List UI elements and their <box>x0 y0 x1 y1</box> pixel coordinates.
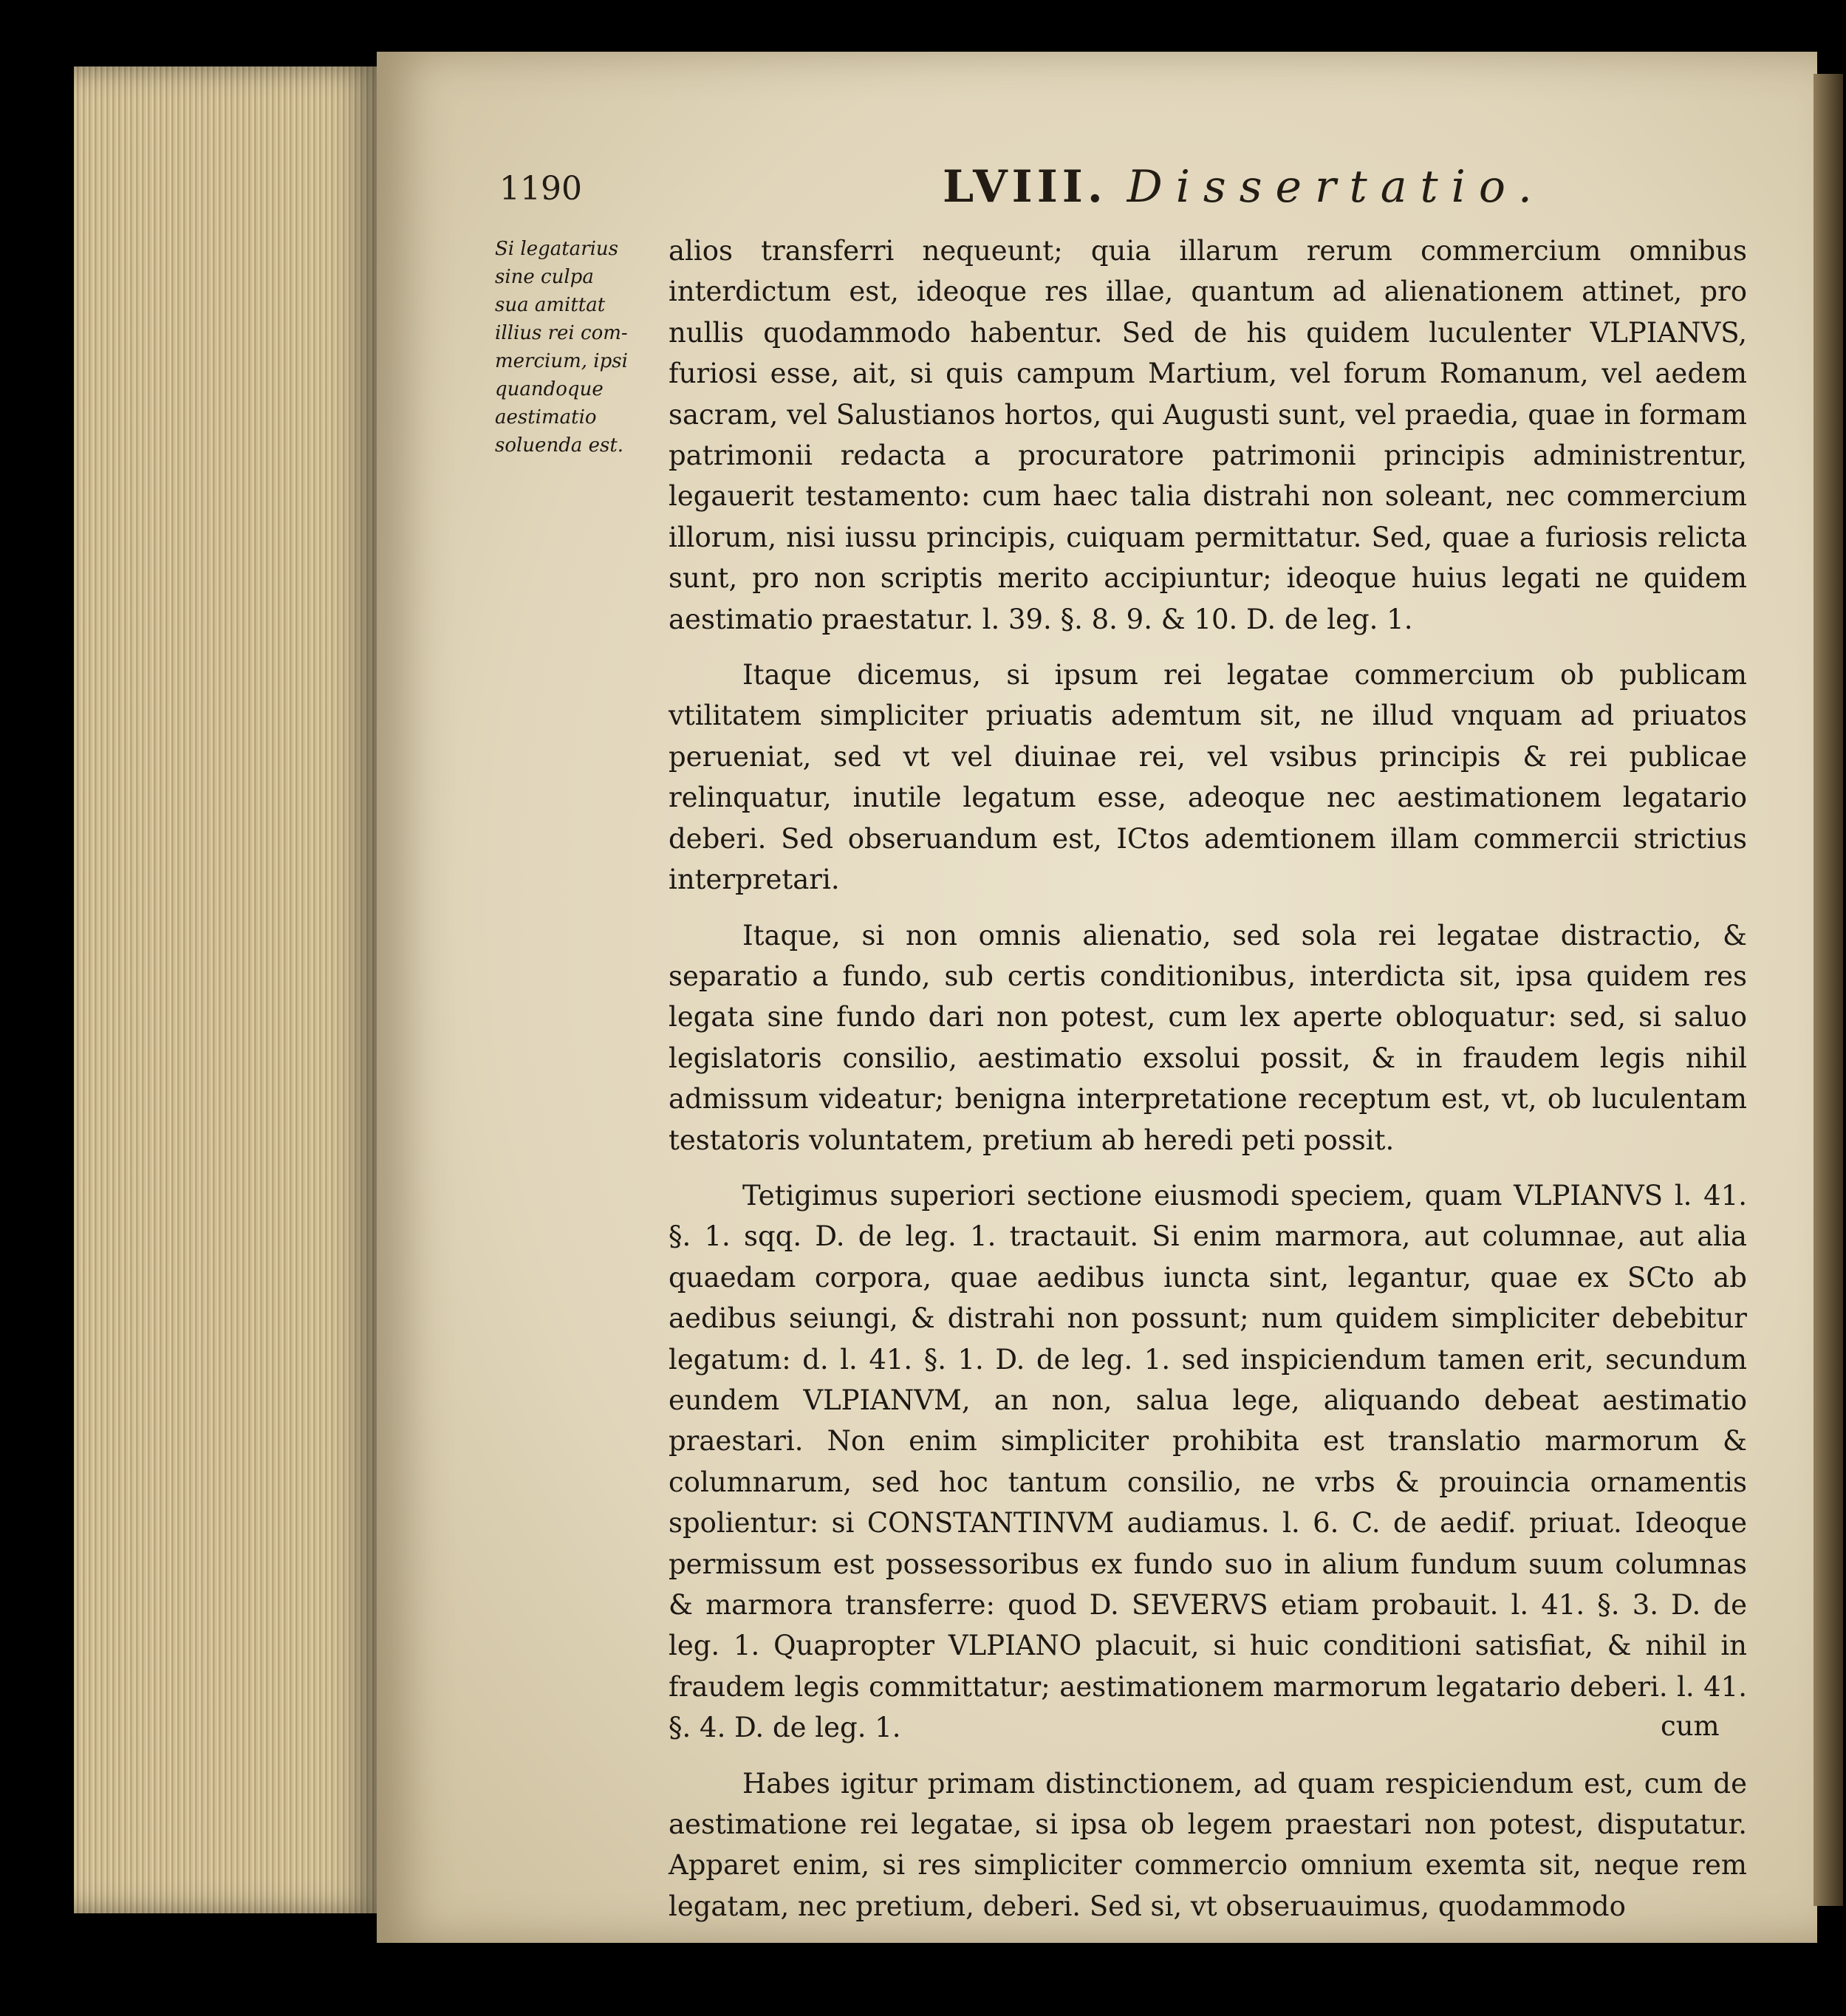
paragraph-3: Itaque, si non omnis alienatio, sed sola rei legatae distractio, & separatio a fundo, sub certis conditionibus, interdicta sit, ipsa quidem res legata sine fundo dari non potest, cum lex aperte obloquatur: sed, si saluo legislatoris consilio, aestimatio exsolui possit, & in fraudem legis nihil admissum videatur; benigna interpretatione receptum est, vt, ob luculentam testatoris voluntatem, pretium ab heredi peti possit. <box>669 919 1747 1156</box>
paragraph-5: Habes igitur primam distinctionem, ad quam respiciendum est, cum de aestimatione rei legatae, si ipsa ob legem praestari non potest, disputatur. Apparet enim, si res simpliciter commercio omnium exemta sit, neque rem legatam, nec pretium, deberi. Sed si, vt obseruauimus, quodammodo <box>669 1767 1747 1922</box>
paragraph-1: alios transferri nequeunt; quia illarum rerum commercium omnibus interdictum est, ideoque res illae, quantum ad alienationem attinet, pro nullis quodammodo habentur. Sed de his quidem luculenter VLPIANVS, furiosi esse, ait, si quis campum Martium, vel forum Romanum, vel aedem sacram, vel Salustianos hortos, qui Augusti sunt, vel praedia, quae in formam patrimonii redacta a procuratore patrimonii principis administrentur, legauerit testamento: cum haec talia distrahi non soleant, nec commercium illorum, nisi iussu principis, cuiquam permittatur. Sed, quae a furiosis relicta sunt, pro non scriptis merito accipiuntur; ideoque huius legati ne quidem aestimatio praestatur. l. 39. §. 8. 9. & 10. D. de leg. 1. <box>669 235 1747 635</box>
running-head <box>943 161 1545 213</box>
marginal-note-line: Si legatarius <box>495 238 619 260</box>
main-text <box>669 230 1747 1941</box>
facing-page-edge <box>1813 74 1843 1906</box>
marginal-note-line: quandoque <box>495 378 604 400</box>
marginal-note-line: sine culpa <box>495 266 594 288</box>
page-number: 1190 <box>499 170 582 208</box>
catchword: cum <box>1661 1710 1720 1742</box>
page-header <box>499 161 1755 220</box>
paragraph-4: Tetigimus superiori sectione eiusmodi speciem, quam VLPIANVS l. 41. §. 1. sqq. D. de leg. 1. tractauit. Si enim marmora, aut columnae, aut alia quaedam corpora, quae aedibus iuncta sint, legantur, quae ex SCto ab aedibus seiungi, & distrahi non possunt; num quidem simpliciter debebitur legatum: d. l. 41. §. 1. D. de leg. 1. sed inspiciendum tamen erit, secundum eundem VLPIANVM, an non, salua lege, aliquando debeat aestimatio praestari. Non enim simpliciter prohibita est translatio marmorum & columnarum, sed hoc tantum consilio, ne vrbs & prouincia ornamentis spolientur: si CONSTANTINVM audiamus. l. 6. C. de aedif. priuat. Ideoque permissum est possessoribus ex fundo suo in alium fundum suum columnas & marmora transferre: quod D. SEVERVS etiam probauit. l. 41. §. 3. D. de leg. 1. Quapropter VLPIANO placuit, si huic conditioni satisfiat, & nihil in fraudem legis committatur; aestimationem marmorum legatario deberi. l. 41. §. 4. D. de leg. 1. <box>669 1179 1747 1744</box>
running-head-roman: LVIII. <box>943 161 1107 213</box>
paragraph-2: Itaque dicemus, si ipsum rei legatae commercium ob publicam vtilitatem simpliciter priuatis ademtum sit, ne illud vnquam ad priuatos perueniat, sed vt vel diuinae rei, vel vsibus principis & rei publicae relinquatur, inutile legatum esse, adeoque nec aestimationem legatario deberi. Sed obseruandum est, ICtos ademtionem illam commercii strictius interpretari. <box>669 659 1747 896</box>
marginal-note-line: mercium, ipsi <box>495 350 628 372</box>
marginal-note <box>495 235 665 459</box>
marginal-note-line: soluenda est. <box>495 434 624 457</box>
marginal-note-line: sua amittat <box>495 294 606 316</box>
marginal-note-line: aestimatio <box>495 406 597 428</box>
running-head-italic: Dissertatio. <box>1127 161 1545 213</box>
page-edge-stack <box>74 66 384 1913</box>
marginal-note-line: illius rei com- <box>495 322 628 344</box>
